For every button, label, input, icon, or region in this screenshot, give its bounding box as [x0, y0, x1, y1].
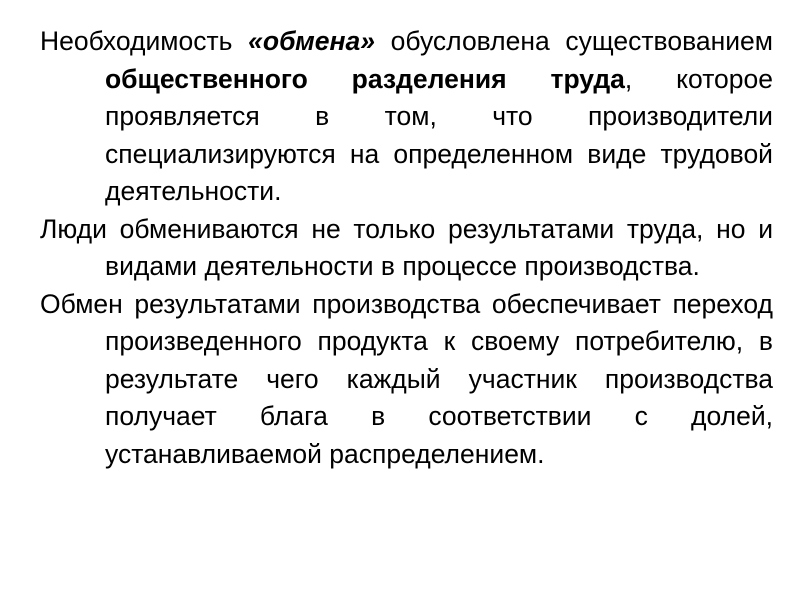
paragraph-exchange-results: Обмен результатами производства обеспечивает переход произведенного продукта к своему потребителю, в результате чего каждый участник производства получает блага в соответствии с долей, устанавливаемой распределением. — [40, 288, 773, 469]
term-exchange: «обмена» — [248, 26, 375, 56]
paragraph-1-end: , которое проявляется в том, что производители специализируются на определенном виде трудовой деятельности. — [105, 63, 773, 206]
paragraph-1-start: Необходимость — [40, 26, 249, 56]
paragraph-people-exchange: Люди обмениваются не только результатами труда, но и видами деятельности в процессе производства. — [40, 213, 773, 281]
paragraph-1-middle: обусловлена существованием — [374, 26, 773, 56]
text-body — [40, 23, 773, 473]
paragraph-exchange-necessity — [40, 23, 773, 211]
term-division-of-labor: общественного разделения труда — [105, 63, 625, 94]
